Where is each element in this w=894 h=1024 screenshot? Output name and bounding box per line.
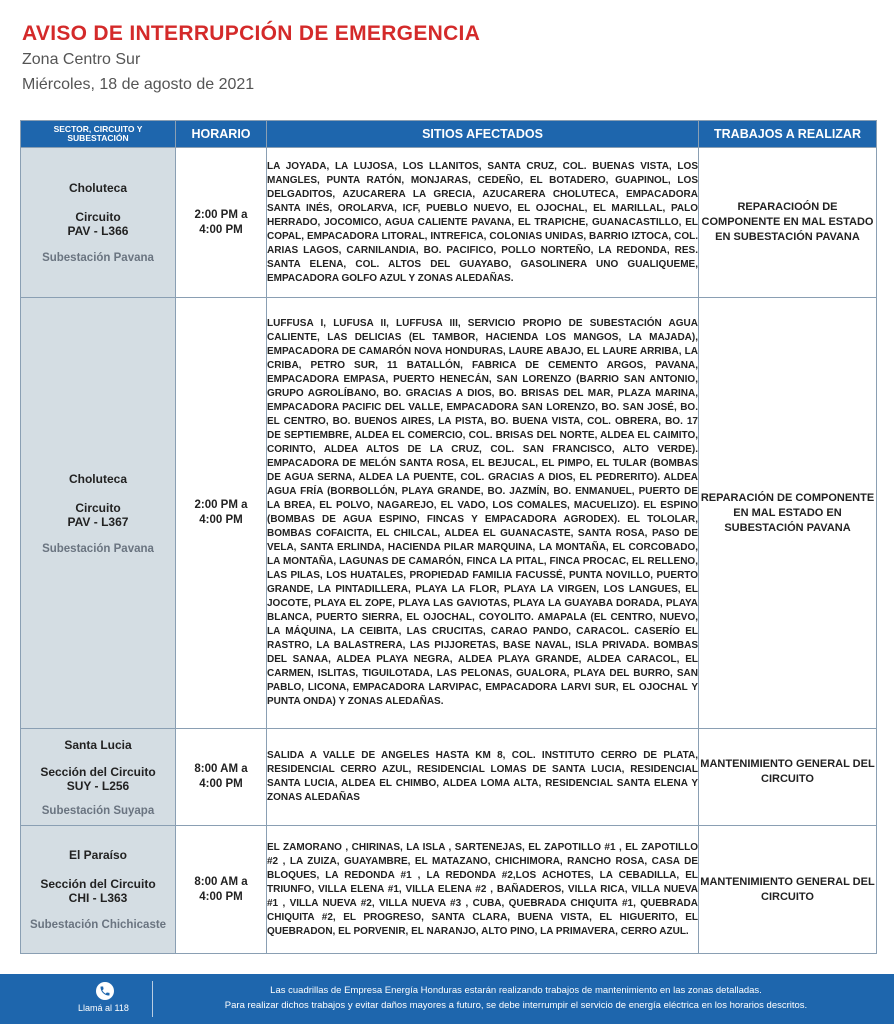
notice-title: AVISO DE INTERRUPCIÓN DE EMERGENCIA <box>22 22 481 45</box>
substation-name: Subestación Suyapa <box>41 804 155 817</box>
circuit-id: PAV - L367 <box>67 514 129 529</box>
substation-name: Subestación Pavana <box>42 252 154 264</box>
footer-message <box>166 983 866 1013</box>
time-start: 8:00 AM a <box>194 763 248 775</box>
zone-subtitle: Zona Centro Sur <box>22 51 141 68</box>
sector-cell <box>21 298 176 729</box>
sites-cell: SALIDA A VALLE DE ANGELES HASTA KM 8, COL. INSTITUTO CERRO DE PLATA, RESIDENCIAL CERRO AZUL, RESIDENCIAL LOMAS DE SANTA LUCIA, RESIDENCIAL SANTA LUCIA, ALDEA EL CHIMBO, ALDEA LOMA ALTA, RESIDENCIAL SANTA ELENA Y ZONAS ALEDAÑAS <box>267 729 699 826</box>
sites-cell: EL ZAMORANO , CHIRINAS, LA ISLA , SARTENEJAS, EL ZAPOTILLO #1 , EL ZAPOTILLO #2 , LA ZUIZA, GUAYAMBRE, EL MATAZANO, CHICHIMORA, RANCHO ROSA, CASA DE BLOQUES, LA REDONDA #1 , LA REDONDA #2,LOS ACHOTES, LA CEBADILLA, EL TRIUNFO, VILLA ELENA #1, VILLA ELENA #2 , BAÑADEROS, VILLA RICA, VILLA NUEVA #1 , VILLA NUEVA #2, VILLA NUEVA #3 , CUBA, QUEBRADA CHIQUITA #1, QUEBRADA CHIQUITA #2, EL PROGRESO, SANTA CLARA, BUENA VISTA, EL HIGUERITO, EL QUEBRADON, EL PORVENIR, EL NARANJO, ALTO PINO, LA PRIMAVERA, CERRO AZUL. <box>267 826 699 954</box>
table-row <box>21 148 877 298</box>
sector-name: El Paraíso <box>68 848 128 862</box>
table-row <box>21 729 877 826</box>
work-cell: REPARACIÓN DE COMPONENTE EN MAL ESTADO EN SUBESTACIÓN PAVANA <box>699 298 877 729</box>
circuit-id: CHI - L363 <box>68 891 128 905</box>
time-end: 4:00 PM <box>199 223 243 236</box>
sector-cell <box>21 729 176 826</box>
column-header-schedule: HORARIO <box>176 121 267 148</box>
column-header-sector-line1: SECTOR, CIRCUITO Y <box>53 124 143 134</box>
footer-bar <box>0 974 894 1024</box>
footer-line-2: Para realizar dichos trabajos y evitar daños mayores a futuro, se debe interrumpir el servicio de energía eléctrica en los horarios descritos. <box>224 1000 808 1011</box>
time-end: 4:00 PM <box>199 514 243 526</box>
sector-name: Santa Lucia <box>64 737 132 752</box>
sites-cell: LUFFUSA I, LUFUSA II, LUFFUSA III, SERVICIO PROPIO DE SUBESTACIÓN AGUA CALIENTE, LAS DELICIAS (EL TAMBOR, HACIENDA LOS MANGOS, LA MAJADA), EMPACADORA DE CAMARÓN NOVA HONDURAS, LAURE ABAJO, EL LAURE ARRIBA, LA CRIBA, PETRO SUR, 11 BATALLÓN, FABRICA DE CEMENTO ARGOS, PAVANA, EMPACADORA EMPASA, PUERTO HENECÁN, SAN LORENZO (BARRIO SAN ANTONIO, GRUPO AGROLÍBANO, BO. GRACIAS A DIOS, BO. BRISAS DEL MAR, PLAZA MARINA, EMPACADORA PACIFIC DEL VALLE, EMPACADORA SAN LORENZO, BO. SAN JOSÉ, BO. EL CENTRO, BO. BUENOS AIRES, LA PISTA, BO. BUENA VISTA, COL. OBRERA, BO. 17 DE SEPTIEMBRE, ALDEA EL COMERCIO, COL. BRISAS DEL NORTE, ALDEA EL CAIMITO, CORINTO, ALDEA ALTOS DE LA CRUZ, COL. SAN FRANCISCO, ALTO VERDE). EMPACADORA DE MELÓN SANTA ROSA, EL BEJUCAL, EL PIMPO, EL TULAR (BOMBAS DE AGUA SERNA, ALDEA LA PUENTE, COL. GRACIAS A DIOS, EL PEDRERITO). ALDEA AGUA FRÍA (BORBOLLÓN, PLAYA GRANDE, BO. JAZMÍN, BO. ENMANUEL, PUERTO DE LA BREA, EL POLVO, NAGAREJO, EL VADO, LOS COMALES, MACUELIZO). EL ESPINO (BOMBAS DE AGUA ESPINO, FINCAS Y EMPACADORA AGRODEX). EL TOLOLAR, BOMBAS COFAICITA, EL CHILCAL, ALDEA EL GUANACASTE, SANTA ROSA, PASO DE VELA, SANTA ERLINDA, HACIENDA PILAR MARQUINA, LA MONTAÑA, EL CORCOBADO, LA MONTAÑA, LAGUNAS DE CAMARÓN, FINCA LA PITAL, FINCA PROCAC, EL RELLENO, LAS PILAS, LOS HUATALES, PROPIEDAD FAMILIA FACUSSÉ, PUNTA NOVILLO, PUERTO GRANDE, LA PINTADILLERA, PLAYA LA FLOR, PLAYA LA VIRGEN, LOS LANGUES, EL JOCOTE, PLAYA EL ZOPE, PLAYA LAS GAVIOTAS, PLAYA LA GUAYABA DORADA, PLAYA BLANCA, PUERTO SIERRA, EL OJOCHAL, COYOLITO. AMAPALA (EL CENTRO, NUEVO, LA MÁQUINA, LA CEIBITA, LAS CRUCITAS, CARAO PANDO, CARACOL. CASERÍO EL RASTRO, LA BALASTRERA, LAS PIJJORETAS, BASE NAVAL, ISLA PRIVADA. BOMBAS DEL SANAA, ALDEA PLAYA NEGRA, ALDEA PLAYA GRANDE, ALDEA CARACOL, EL CARMEN, ISLITAS, TIGUILOTADA, LAS PELONAS, GUALORA, PLAYA DEL BURRO, SAN PABLO, LICONA, EMPACADORA LARVIPAC, EMPACADORA LARVI SUR, EL OJOCHAL Y PUNTA ONDA) Y ZONAS ALEDAÑAS. <box>267 298 699 729</box>
time-end: 4:00 PM <box>199 890 243 903</box>
work-cell: MANTENIMIENTO GENERAL DEL CIRCUITO <box>699 826 877 954</box>
schedule-cell <box>176 729 267 826</box>
schedule-cell <box>176 298 267 729</box>
time-start: 8:00 AM a <box>194 875 248 888</box>
sector-name: Choluteca <box>68 181 127 195</box>
table-row <box>21 826 877 954</box>
sector-name: Choluteca <box>68 471 127 486</box>
work-cell: REPARACIOÓN DE COMPONENTE EN MAL ESTADO EN SUBESTACIÓN PAVANA <box>699 148 877 298</box>
circuit-label: Circuito <box>75 500 121 515</box>
table-header-row <box>21 121 877 148</box>
circuit-label: Circuito <box>75 210 121 224</box>
sites-cell: LA JOYADA, LA LUJOSA, LOS LLANITOS, SANTA CRUZ, COL. BUENAS VISTA, LOS MANGLES, PUNTA RATÓN, MONJARAS, CEDEÑO, EL BOTADERO, GUAPINOL, LOS DELGADITOS, AZUCARERA LA GRECIA, AZUCARERA CHOLUTECA, EMPACADORA SANTA INÉS, OROLARVA, ICF, PUEBLO NUEVO, EL OJOCHAL, EL MARILLAL, PALO HERRADO, JOCOMICO, AGUA CALIENTE PAVANA, EL TRAPICHE, GUANACASTILLO, EL COPAL, EMPACADORA LITORAL, INTREFICA, COLONIAS UNIDAS, BARRIO IZTOCA, COL. ARIAS LAGOS, CARNILANDIA, BO. PACIFICO, POLLO NORTEÑO, LA REDONDA, RES. SANTA ELENA, COL. ALTOS DEL GUAYABO, GASOLINERA UNO GUALIQUEME, EMPACADORA GOLFO AZUL Y ZONAS ALEDAÑAS. <box>267 148 699 298</box>
phone-label: Llamá al 118 <box>78 1003 129 1013</box>
sector-cell <box>21 826 176 954</box>
table-row <box>21 298 877 729</box>
schedule-cell <box>176 826 267 954</box>
column-header-sector <box>21 121 176 148</box>
work-cell: MANTENIMIENTO GENERAL DEL CIRCUITO <box>699 729 877 826</box>
notice-date: Miércoles, 18 de agosto de 2021 <box>22 76 255 93</box>
phone-icon <box>96 982 114 1000</box>
column-header-work: TRABAJOS A REALIZAR <box>699 121 877 148</box>
column-header-sites: SITIOS AFECTADOS <box>267 121 699 148</box>
substation-name: Subestación Chichicaste <box>29 919 167 931</box>
time-end: 4:00 PM <box>199 778 243 790</box>
circuit-id: PAV - L366 <box>67 224 129 238</box>
interruption-table <box>20 120 877 954</box>
substation-name: Subestación Pavana <box>42 542 154 555</box>
circuit-id: SUY - L256 <box>66 778 130 793</box>
time-start: 2:00 PM a <box>194 208 248 221</box>
sector-cell <box>21 148 176 298</box>
phone-icon-glyph <box>99 985 111 997</box>
circuit-label: Sección del Circuito <box>40 764 156 779</box>
footer-line-1: Las cuadrillas de Empresa Energía Honduras estarán realizando trabajos de mantenimiento en las zonas detalladas. <box>270 985 762 996</box>
column-header-sector-line2: SUBESTACIÓN <box>67 133 129 143</box>
time-start: 2:00 PM a <box>194 499 248 511</box>
circuit-label: Sección del Circuito <box>40 877 156 891</box>
schedule-cell <box>176 148 267 298</box>
footer-divider <box>152 981 153 1017</box>
